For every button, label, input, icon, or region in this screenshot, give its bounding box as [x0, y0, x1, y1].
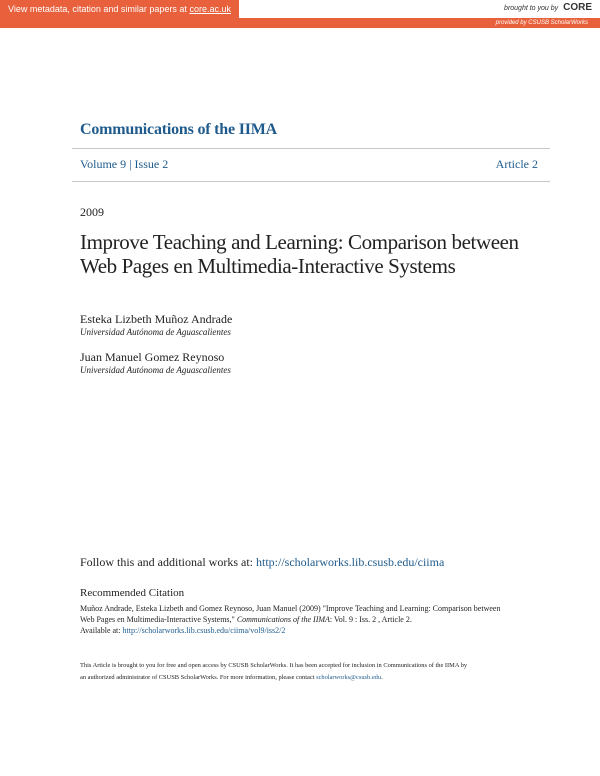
access-statement — [80, 660, 540, 684]
core-provider-strip — [0, 18, 600, 28]
recommended-citation-heading: Recommended Citation — [80, 587, 185, 599]
citation-volume: : Vol. 9 : Iss. 2 , Article 2. — [329, 615, 412, 624]
access-statement-end: . — [381, 674, 383, 681]
author-affiliation: Universidad Autónoma de Aguascalientes — [80, 327, 231, 337]
volume-link[interactable]: Volume 9 — [80, 157, 127, 171]
citation-line-3 — [80, 625, 530, 636]
paper-title: Improve Teaching and Learning: Comparison between Web Pages en Multimedia-Interactive Systems — [80, 230, 519, 278]
volume-issue-separator: | — [126, 157, 135, 171]
citation-title-end: Web Pages en Multimedia-Interactive Systems," — [80, 615, 237, 624]
publication-year: 2009 — [80, 205, 104, 219]
volume-issue — [80, 157, 168, 172]
access-statement-line-1: This Article is brought to you for free and open access by CSUSB ScholarWorks. It has been accepted for inclusion in Communications of the IIMA by — [80, 662, 468, 669]
core-metadata-banner — [0, 0, 239, 18]
article-url-link[interactable]: http://scholarworks.lib.csusb.edu/ciima/vol9/iss2/2 — [122, 626, 286, 635]
citation-line-1: Muñoz Andrade, Esteka Lizbeth and Gomez Reynoso, Juan Manuel (2009) "Improve Teaching and Learning: Comparison between — [80, 604, 501, 613]
journal-title[interactable]: Communications of the IIMA — [80, 121, 278, 138]
author-name: Esteka Lizbeth Muñoz Andrade — [80, 312, 233, 326]
core-brought-by[interactable] — [504, 2, 592, 15]
citation-line-2 — [80, 614, 530, 625]
header-divider-bottom — [72, 181, 550, 182]
core-banner-text: View metadata, citation and similar papers at — [8, 4, 190, 14]
issue-link[interactable]: Issue 2 — [134, 157, 169, 171]
follow-additional-works — [80, 555, 444, 570]
recommended-citation — [80, 603, 530, 636]
author-affiliation: Universidad Autónoma de Aguascalientes — [80, 365, 231, 375]
author-name: Juan Manuel Gomez Reynoso — [80, 350, 225, 364]
contact-email-link[interactable]: scholarworks@csusb.edu — [316, 674, 382, 681]
core-logo[interactable]: CORE — [563, 2, 592, 13]
citation-journal: Communications of the IIMA — [236, 615, 330, 624]
header-divider-top — [72, 148, 550, 149]
follow-text: Follow this and additional works at: — [80, 555, 256, 569]
access-statement-line-2 — [80, 672, 540, 684]
brought-by-text: brought to you by — [504, 5, 559, 12]
provider-text: provided by CSUSB ScholarWorks — [495, 20, 588, 26]
article-link[interactable]: Article 2 — [495, 157, 538, 171]
collection-link[interactable]: http://scholarworks.lib.csusb.edu/ciima — [256, 555, 445, 569]
core-banner — [0, 0, 600, 18]
access-contact-text: an authorized administrator of CSUSB ScholarWorks. For more information, please contact — [80, 674, 317, 681]
available-at-label: Available at: — [80, 626, 123, 635]
core-link[interactable]: core.ac.uk — [189, 4, 231, 14]
